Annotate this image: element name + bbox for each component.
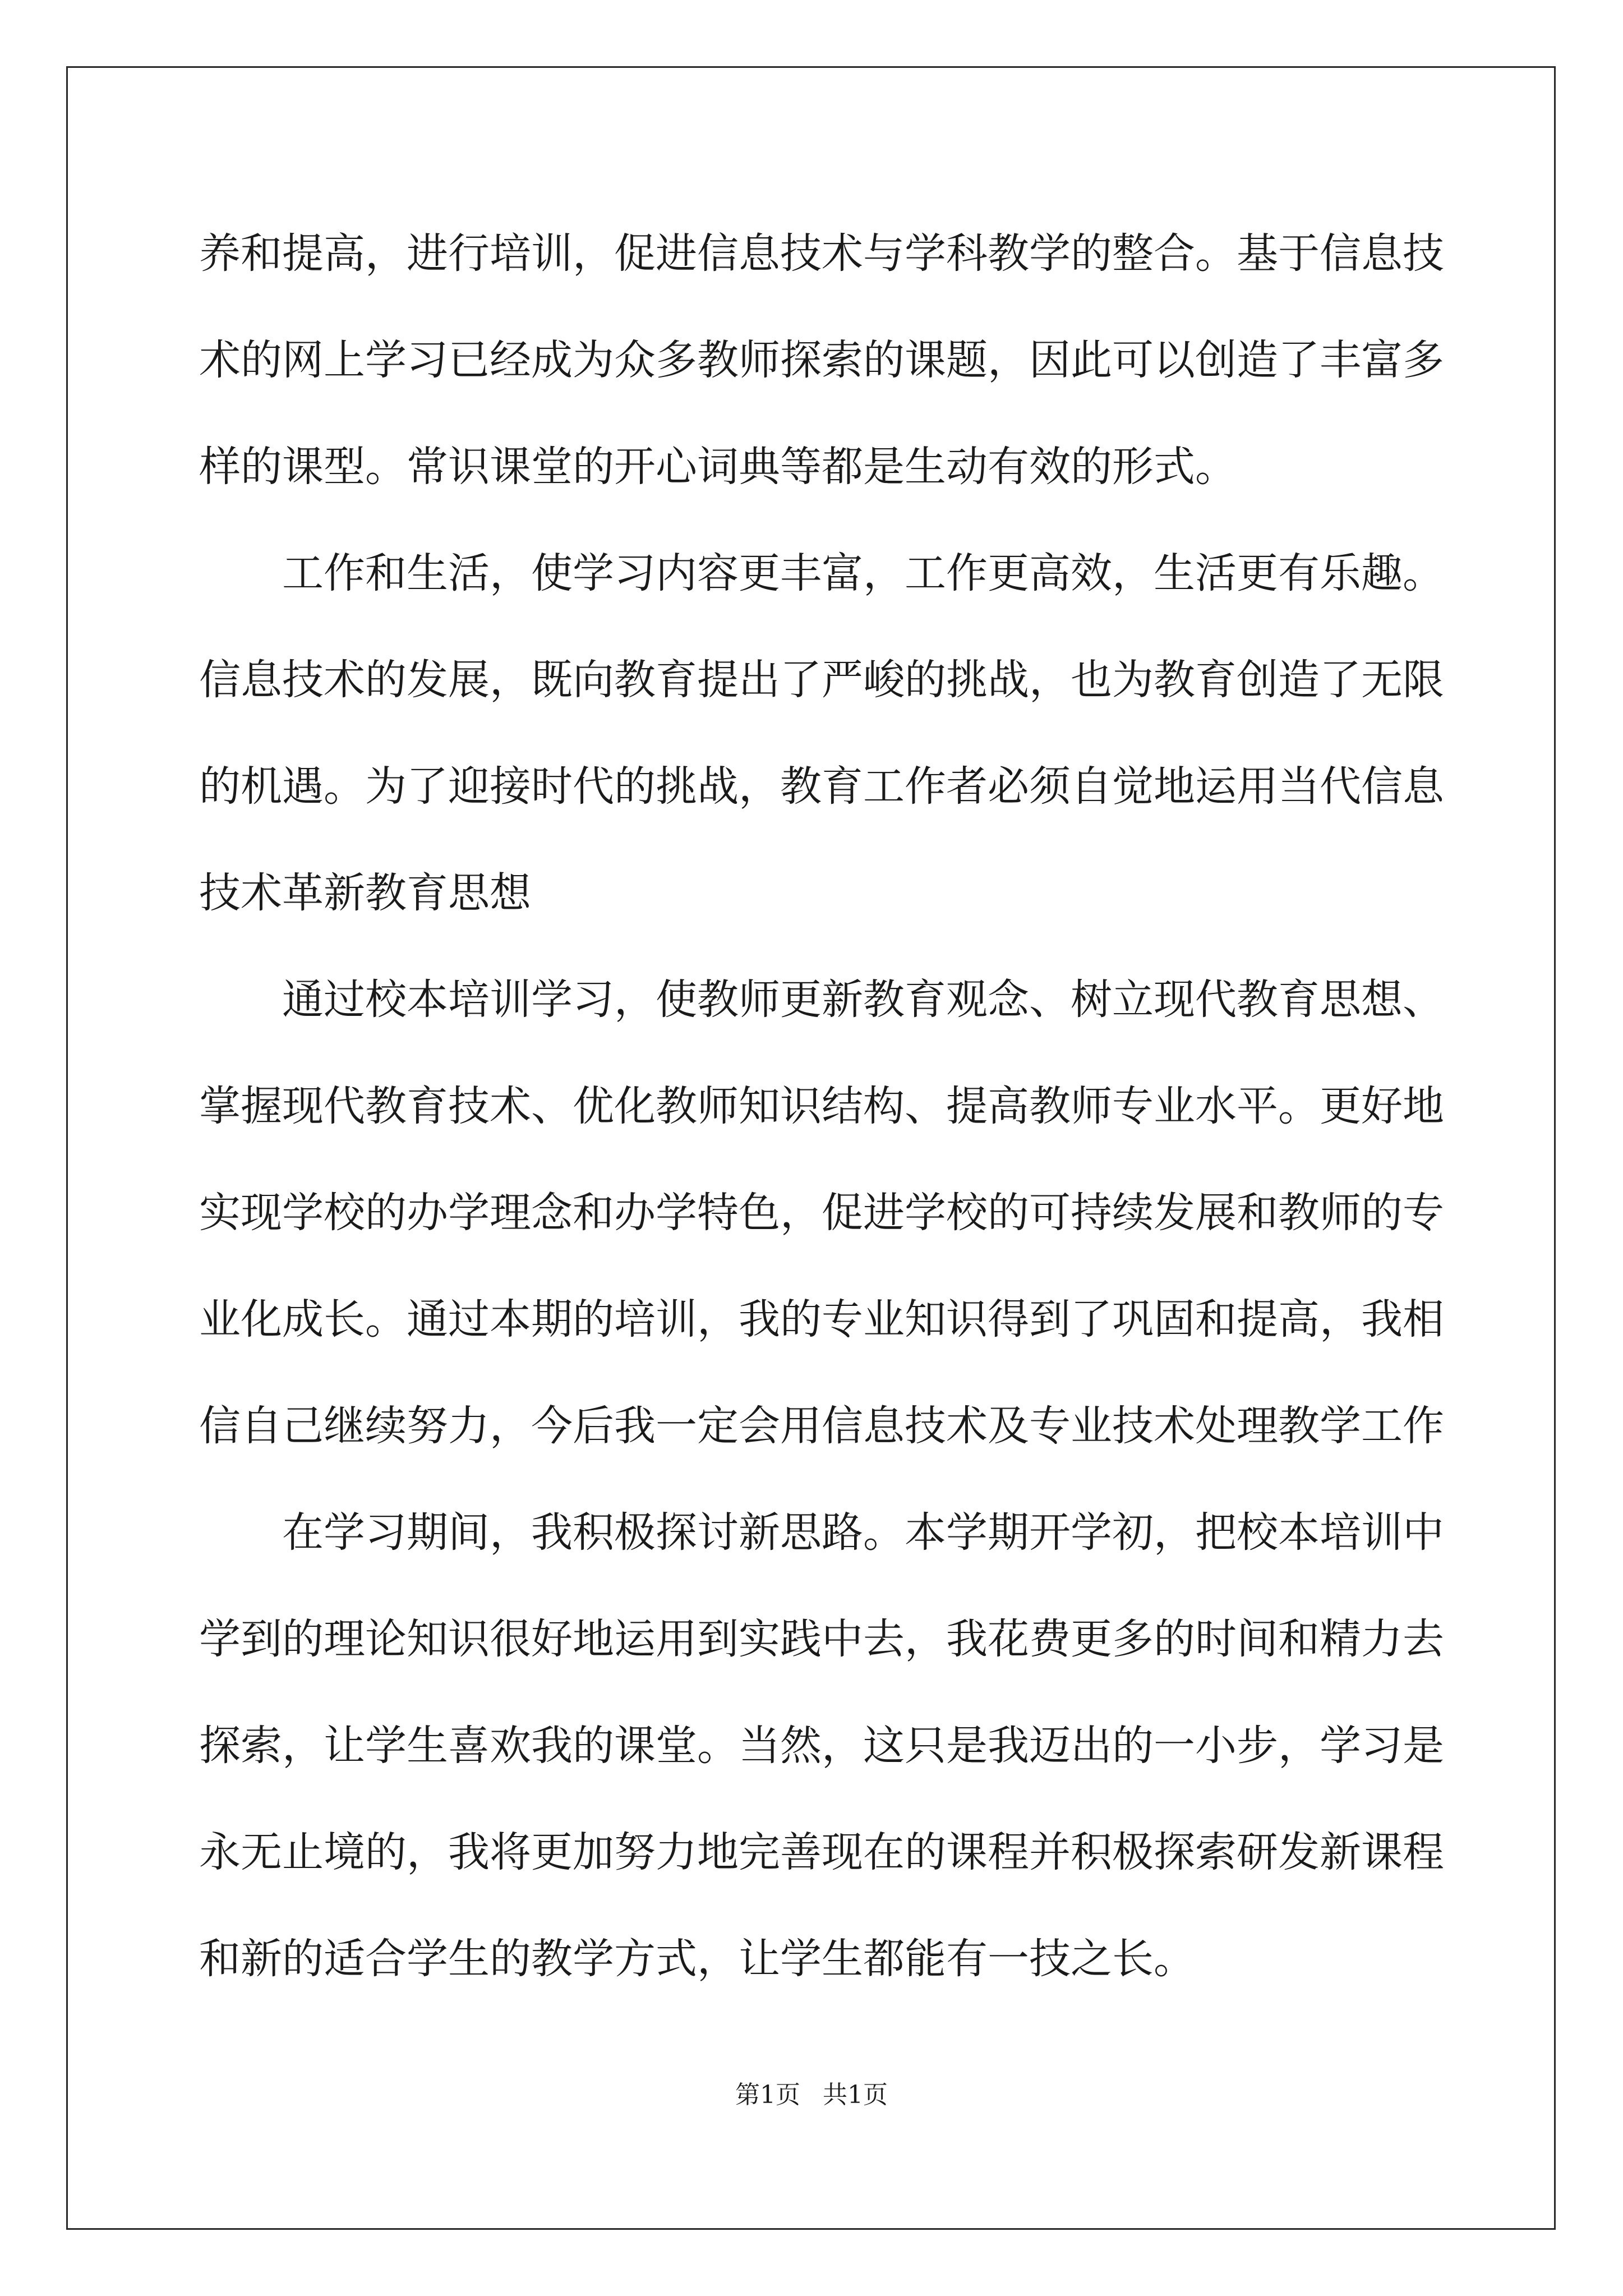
text-line: 的机遇。为了迎接时代的挑战，教育工作者必须自觉地运用当代信息 <box>199 762 1444 811</box>
page-number-current: 第1页 <box>735 2081 800 2109</box>
page-footer <box>0 2078 1623 2112</box>
text-line: 信息技术的发展，既向教育提出了严峻的挑战，也为教育创造了无限 <box>199 656 1444 704</box>
text-line: 学到的理论知识很好地运用到实践中去，我花费更多的时间和精力去 <box>199 1615 1444 1663</box>
text-line: 掌握现代教育技术、优化教师知识结构、提高教师专业水平。更好地 <box>199 1082 1444 1130</box>
text-line: 和新的适合学生的教学方式，让学生都能有一技之长。 <box>199 1935 1195 1983</box>
text-line: 养和提高，进行培训，促进信息技术与学科教学的整合。基于信息技 <box>199 229 1444 278</box>
paragraph-first-line: 在学习期间，我积极探讨新思路。本学期开学初，把校本培训中 <box>282 1508 1444 1557</box>
paragraph-first-line: 通过校本培训学习，使教师更新教育观念、树立现代教育思想、 <box>282 976 1444 1024</box>
text-line: 探索，让学生喜欢我的课堂。当然，这只是我迈出的一小步，学习是 <box>199 1722 1444 1770</box>
paragraph-first-line: 工作和生活，使学习内容更丰富，工作更高效，生活更有乐趣。 <box>282 549 1444 597</box>
text-line: 术的网上学习已经成为众多教师探索的课题，因此可以创造了丰富多 <box>199 336 1444 384</box>
text-line: 永无止境的，我将更加努力地完善现在的课程并积极探索研发新课程 <box>199 1828 1444 1876</box>
text-line: 业化成长。通过本期的培训，我的专业知识得到了巩固和提高，我相 <box>199 1295 1444 1343</box>
page-number-total: 共1页 <box>823 2081 888 2109</box>
document-body <box>199 210 1444 2022</box>
text-line: 实现学校的办学理念和办学特色，促进学校的可持续发展和教师的专 <box>199 1189 1444 1237</box>
text-line: 技术革新教育思想 <box>199 869 531 917</box>
text-line: 信自己继续努力，今后我一定会用信息技术及专业技术处理教学工作 <box>199 1402 1444 1450</box>
text-line: 样的课型。常识课堂的开心词典等都是生动有效的形式。 <box>199 443 1237 491</box>
